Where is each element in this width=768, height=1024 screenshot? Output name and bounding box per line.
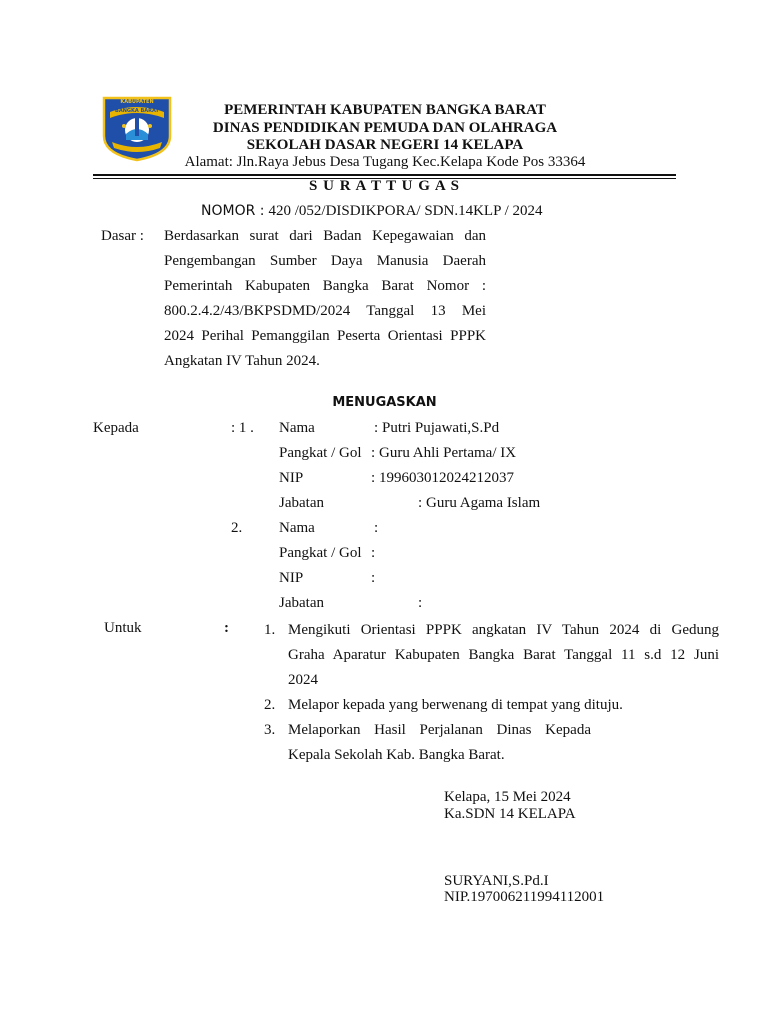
header-address: Alamat: Jln.Raya Jebus Desa Tugang Kec.Kelapa Kode Pos 33364 — [184, 154, 586, 170]
person-1-pangkat-sep: : — [371, 445, 376, 461]
dasar-line-3: Pemerintah Kabupaten Bangka Barat Nomor : — [164, 278, 486, 294]
signature-nip: NIP.197006211994112001 — [444, 889, 605, 905]
untuk-item-1-number: 1. — [264, 622, 276, 638]
header-line-1: PEMERINTAH KABUPATEN BANGKA BARAT — [224, 102, 546, 118]
untuk-label: Untuk — [104, 620, 142, 636]
person-2-number: 2. — [231, 520, 243, 536]
dasar-line-2: Pengembangan Sumber Daya Manusia Daerah — [164, 253, 486, 269]
untuk-item-1-line-3: 2024 — [288, 672, 318, 688]
person-1-jabatan-label: Jabatan — [279, 495, 324, 511]
letter-number — [201, 202, 543, 220]
nomor-value: 420 /052/DISDIKPORA/ SDN.14KLP / 2024 — [268, 203, 543, 219]
signature-place-date: Kelapa, 15 Mei 2024 — [444, 789, 571, 805]
person-1-jabatan-value: Guru Agama Islam — [426, 495, 541, 511]
untuk-item-2-line-1: Melapor kepada yang berwenang di tempat yang dituju. — [288, 697, 623, 713]
person-2-nip-sep: : — [371, 570, 376, 586]
dasar-line-5: 2024 Perihal Pemanggilan Peserta Orientasi PPPK — [164, 328, 486, 344]
untuk-sep: : — [224, 620, 229, 636]
logo-top-text: KABUPATEN — [120, 99, 154, 105]
untuk-item-1-line-1: Mengikuti Orientasi PPPK angkatan IV Tahun 2024 di Gedung — [288, 622, 719, 638]
person-1-nama-value: Putri Pujawati,S.Pd — [382, 420, 500, 436]
person-1-nip-label: NIP — [279, 470, 304, 486]
signature-name: SURYANI,S.Pd.I — [444, 873, 549, 889]
signature-position: Ka.SDN 14 KELAPA — [444, 806, 576, 822]
person-1-jabatan-sep: : — [418, 495, 423, 511]
untuk-item-1-line-2: Graha Aparatur Kabupaten Bangka Barat Tanggal 11 s.d 12 Juni — [288, 647, 719, 663]
person-2-nama-label: Nama — [279, 520, 315, 536]
untuk-item-2-number: 2. — [264, 697, 276, 713]
person-2-nip-label: NIP — [279, 570, 304, 586]
person-1-pangkat-label: Pangkat / Gol — [279, 445, 362, 461]
person-1-pangkat-value: Guru Ahli Pertama/ IX — [379, 445, 517, 461]
person-1-nip-value: 199603012024212037 — [379, 470, 514, 486]
person-1-nama-label: Nama — [279, 420, 315, 436]
person-2-jabatan-label: Jabatan — [279, 595, 324, 611]
person-2-pangkat-sep: : — [371, 545, 376, 561]
nomor-label: NOMOR : — [201, 203, 265, 219]
person-1-nip-sep: : — [371, 470, 376, 486]
untuk-item-3-line-1: Melaporkan Hasil Perjalanan Dinas Kepada — [288, 722, 591, 738]
logo-ribbon-text: BANGKA BARAT — [115, 108, 159, 114]
letter-title: S U R A T T U G A S — [309, 178, 460, 194]
menugaskan-heading: MENUGASKAN — [332, 395, 437, 410]
untuk-item-3-number: 3. — [264, 722, 276, 738]
dasar-label: Dasar : — [101, 228, 144, 244]
untuk-item-3-line-2: Kepala Sekolah Kab. Bangka Barat. — [288, 747, 505, 763]
kepada-label: Kepada — [93, 420, 139, 436]
header-rule-thick — [93, 174, 676, 176]
person-1-number: : 1 . — [231, 420, 254, 436]
header-line-3: SEKOLAH DASAR NEGERI 14 KELAPA — [246, 137, 524, 153]
person-2-nama-sep: : — [374, 520, 379, 536]
person-2-jabatan-sep: : — [418, 595, 423, 611]
person-1-nama-sep: : — [374, 420, 379, 436]
dasar-line-6: Angkatan IV Tahun 2024. — [164, 353, 320, 369]
dasar-line-4: 800.2.4.2/43/BKPSDMD/2024 Tanggal 13 Mei — [164, 303, 486, 319]
person-2-pangkat-label: Pangkat / Gol — [279, 545, 362, 561]
header-line-2: DINAS PENDIDIKAN PEMUDA DAN OLAHRAGA — [212, 120, 558, 136]
dasar-line-1: Berdasarkan surat dari Badan Kepegawaian dan — [164, 228, 486, 244]
